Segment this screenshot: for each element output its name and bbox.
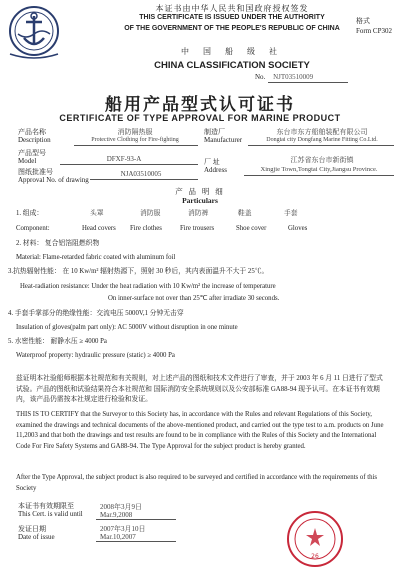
statement-cn: 兹证明本社验船师根据本社规范和有关规则，对上述产品的图纸和技术文件进行了审查，并于 2003 年 6 月 11 日进行了型式试验。产品的图纸和试验结果符合本社规范和 国际消防安全系统规则以及公安部标准 GA88-94 现予认可。在本证书有效期内，该产品仍需按本社规定进行检验和发证。: [16, 375, 383, 403]
address-underline: [244, 175, 394, 176]
valid-until-label: [18, 502, 83, 518]
ccs-logo-icon: [4, 4, 64, 62]
component-item-en-4: Shoe cover: [236, 225, 267, 232]
particulars-title-en: Particulars: [182, 196, 218, 205]
maker-value-en: Dongtai city Dongfang Marine Fitting Co.Ltd.: [266, 137, 378, 143]
component-item-en-2: Fire clothes: [130, 225, 162, 232]
drawing-label: [18, 168, 89, 184]
official-seal-stamp: [286, 510, 344, 568]
component-cn: [16, 209, 43, 218]
insulation-cn: 4. 手套手掌部分的绝缘性能：交流电压 5000V,1 分钟无击穿: [8, 310, 184, 317]
component-item-cn-3: 消防裤: [188, 210, 209, 217]
valid-until-value: 2008年3月9日: [100, 503, 142, 511]
maker-label-en: Manufacturer: [204, 136, 243, 144]
form-label-cn: 格式: [356, 17, 371, 25]
component-label-cn: 1. 组成：: [16, 210, 44, 217]
component-item-en-5: Gloves: [288, 225, 308, 232]
insulation-en: Insulation of gloves(palm part only): AC 5000V without disruption in one minute: [16, 324, 238, 331]
certificate-number-label: No.: [255, 73, 266, 81]
model-value: DFXF-93-A: [106, 155, 142, 163]
issue-date-value: 2007年3月10日: [100, 525, 146, 533]
title-cn: 船用产品型式认可证书: [105, 95, 295, 115]
issue-date-underline: [96, 541, 176, 542]
component-item-cn-1: 头罩: [90, 210, 104, 217]
component-label-en: Component:: [16, 225, 50, 232]
drawing-label-en: Approval No. of drawing: [18, 176, 89, 184]
product-underline: [74, 145, 198, 146]
heat-cn: 3.抗热辐射性能： 在 10 Kw/m² 辐射热源下，照射 30 秒后，其内表面温升不大于 25℃。: [8, 268, 269, 275]
address-label: [204, 158, 227, 174]
product-label: [18, 128, 51, 144]
model-underline: [60, 164, 198, 165]
certificate-number: [255, 73, 313, 81]
valid-until-label-cn: 本证书有效期限至: [18, 502, 74, 510]
header-en-line2: OF THE GOVERNMENT OF THE PEOPLE'S REPUBLIC OF CHINA: [124, 25, 340, 32]
product-value-cn: 消防隔热服: [117, 128, 153, 136]
statement-en-2: After the Type Approval, the subject product is also required to be surveyed and certified in accordance with the requirements of this Society: [16, 474, 378, 492]
statement-en: THIS IS TO CERTIFY that the Surveyor to this Society has, in accordance with the Rules and relevant Regulations of this Society, examined the drawings and technical documents of the above-mentioned product, and carried out the type test to a.m. products on June 11,2003 and that both the drawings and test results are found to be in compliance with the Rules of this Society and the International Code For Fire Safety Systems and GA88-94. The Type Approval for the subject product is hereby granted.: [16, 411, 384, 450]
society-name-cn: 中 国 船 级 社: [181, 47, 283, 56]
title-en: CERTIFICATE OF TYPE APPROVAL FOR MARINE PRODUCT: [59, 113, 341, 123]
valid-until-value-en: Mar.9,2008: [100, 511, 133, 519]
address-label-en: Address: [204, 166, 227, 174]
certno-underline: [268, 82, 348, 83]
header-en-line1: THIS CERTIFICATE IS ISSUED UNDER THE AUTHORITY: [139, 14, 325, 21]
issue-date-label: [18, 525, 55, 541]
model-label: [18, 149, 46, 165]
product-value-en: Protective Clothing for Fire-fighting: [91, 137, 179, 143]
issue-date-value-en: Mar.10,2007: [100, 533, 136, 541]
component-item-cn-2: 消防服: [140, 210, 161, 217]
waterproof-cn: 5. 水密性能： 耐静水压 ≥ 4000 Pa: [8, 338, 107, 345]
particulars-title-cn: 产 品 明 细: [175, 187, 225, 196]
stamp-number: 26: [311, 553, 319, 560]
valid-until-label-en: This Cert. is valid until: [18, 510, 83, 518]
drawing-label-cn: 图纸批准号: [18, 168, 53, 176]
material-cn: 2. 材料： 复合铝箔阻燃织物: [16, 240, 100, 247]
address-label-cn: 厂 址: [204, 158, 220, 166]
product-label-en: Description: [18, 136, 51, 144]
maker-value-cn: 东台市东方船舶装配有限公司: [276, 128, 368, 136]
maker-label-cn: 制造厂: [204, 128, 225, 136]
model-label-cn: 产品型号: [18, 149, 46, 157]
maker-label: [204, 128, 242, 144]
heat-en-2: On inner-surface not over than 25℃ after irradiate 30 seconds.: [108, 295, 280, 302]
component-item-en-1: Head covers: [82, 225, 116, 232]
model-label-en: Model: [18, 157, 37, 165]
certificate-number-value: NJT03510009: [273, 73, 314, 81]
form-code: [356, 16, 392, 36]
heat-en-1: Heat-radiation resistance: Under the heat radiation with 10 Kw/m² the increase of temperature: [20, 283, 276, 290]
issue-date-label-en: Date of issue: [18, 533, 55, 541]
form-label-en: Form CP302: [356, 27, 392, 35]
drawing-underline: [90, 179, 198, 180]
header-cn-line: 本证书由中华人民共和国政府授权签发: [155, 4, 309, 13]
waterproof-en: Waterproof property: hydraulic pressure (static) ≥ 4000 Pa: [16, 352, 175, 359]
maker-underline: [248, 145, 394, 146]
product-label-cn: 产品名称: [18, 128, 46, 136]
valid-until-underline: [96, 519, 176, 520]
society-name-en: CHINA CLASSIFICATION SOCIETY: [154, 60, 310, 71]
component-item-en-3: Fire trousers: [180, 225, 215, 232]
address-value-cn: 江苏省东台市新街镇: [290, 156, 354, 164]
component-item-cn-4: 鞋盖: [238, 210, 252, 217]
drawing-value: NJA03510005: [120, 170, 162, 178]
material-en: Material: Flame-retarded fabric coated with aluminum foil: [16, 254, 176, 261]
address-value-en: Xingjie Town,Tongtai City,Jiangsu Province.: [260, 166, 378, 173]
component-item-cn-5: 手套: [284, 210, 298, 217]
issue-date-label-cn: 发证日期: [18, 525, 46, 533]
